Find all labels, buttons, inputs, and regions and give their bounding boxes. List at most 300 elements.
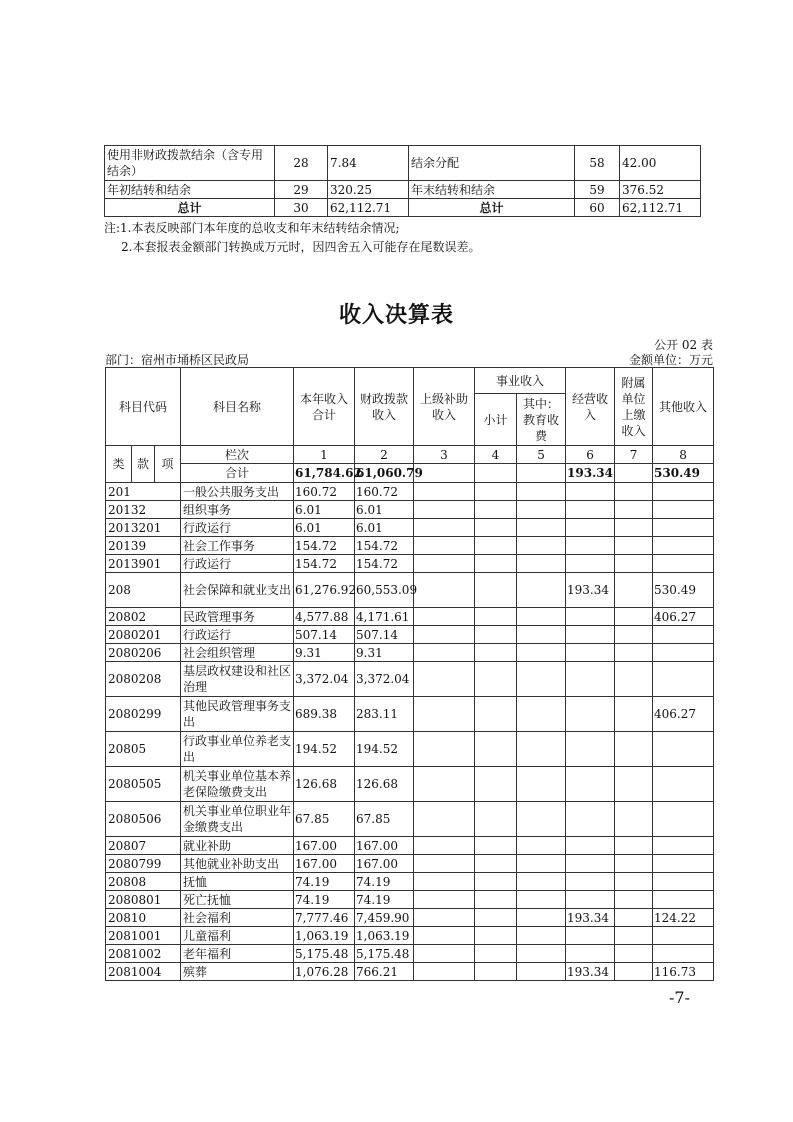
income-statement-table xyxy=(105,367,714,981)
amount-cell xyxy=(414,483,475,501)
amount-cell: 60,553.09 xyxy=(355,573,414,608)
amount-cell xyxy=(475,662,517,697)
amount-cell xyxy=(615,855,653,873)
amount-cell xyxy=(517,501,566,519)
table-row xyxy=(106,945,714,963)
amount-cell xyxy=(566,767,615,802)
amount-cell xyxy=(517,837,566,855)
table-row xyxy=(106,963,714,981)
row-number: 58 xyxy=(575,146,620,181)
total-value: 62,112.71 xyxy=(620,199,701,217)
sum-value: 61,784.62 xyxy=(294,464,355,483)
header-affiliated: 附属单位上缴收入 xyxy=(615,368,653,446)
subject-code: 2080201 xyxy=(106,626,181,644)
amount-cell xyxy=(653,537,714,555)
amount-cell: 74.19 xyxy=(294,873,355,891)
amount-cell xyxy=(517,909,566,927)
amount-cell: 6.01 xyxy=(294,519,355,537)
amount-cell xyxy=(653,855,714,873)
amount-cell xyxy=(414,608,475,626)
amount-cell: 126.68 xyxy=(294,767,355,802)
header-business-group: 事业收入 xyxy=(475,368,566,394)
amount-cell xyxy=(475,626,517,644)
amount-cell: 167.00 xyxy=(294,837,355,855)
amount-cell xyxy=(653,626,714,644)
table-row xyxy=(105,181,701,199)
amount-cell: 5,175.48 xyxy=(355,945,414,963)
amount-cell xyxy=(517,573,566,608)
amount-cell: 6.01 xyxy=(355,501,414,519)
amount-cell xyxy=(653,501,714,519)
amount-cell xyxy=(475,573,517,608)
column-number: 5 xyxy=(517,446,566,464)
table-row-total xyxy=(105,199,701,217)
amount-cell xyxy=(566,927,615,945)
amount-cell xyxy=(414,626,475,644)
amount-cell: 67.85 xyxy=(294,802,355,837)
amount-cell: 4,577.88 xyxy=(294,608,355,626)
header-row xyxy=(106,368,714,394)
header-other: 其他收入 xyxy=(653,368,714,446)
header-business-subtotal: 小计 xyxy=(475,394,517,446)
amount-cell xyxy=(414,767,475,802)
amount-cell: 154.72 xyxy=(294,555,355,573)
table-row xyxy=(106,626,714,644)
amount-cell: 766.21 xyxy=(355,963,414,981)
amount-cell xyxy=(475,732,517,767)
header-business-edu: 其中：教育收费 xyxy=(517,394,566,446)
amount-cell xyxy=(615,891,653,909)
amount-cell xyxy=(475,927,517,945)
amount-cell: 1,063.19 xyxy=(294,927,355,945)
table-row xyxy=(106,855,714,873)
header-total: 本年收入合计 xyxy=(294,368,355,446)
amount-cell xyxy=(517,732,566,767)
amount-cell xyxy=(475,519,517,537)
amount-cell xyxy=(517,555,566,573)
amount-cell xyxy=(414,662,475,697)
subject-name: 组织事务 xyxy=(181,501,294,519)
subject-name: 基层政权建设和社区治理 xyxy=(181,662,294,697)
subject-code: 20132 xyxy=(106,501,181,519)
amount-cell xyxy=(566,891,615,909)
table-row xyxy=(106,927,714,945)
amount-cell xyxy=(615,519,653,537)
amount-cell: 1,076.28 xyxy=(294,963,355,981)
amount-cell xyxy=(517,626,566,644)
amount-cell: 689.38 xyxy=(294,697,355,732)
amount-cell xyxy=(566,608,615,626)
amount-cell xyxy=(615,608,653,626)
subject-code: 20807 xyxy=(106,837,181,855)
amount-cell: 193.34 xyxy=(566,909,615,927)
amount-cell xyxy=(653,945,714,963)
amount-cell: 74.19 xyxy=(294,891,355,909)
table-row xyxy=(106,697,714,732)
amount-cell xyxy=(517,483,566,501)
amount-cell: 406.27 xyxy=(653,608,714,626)
amount-cell xyxy=(475,537,517,555)
subject-code: 2080299 xyxy=(106,697,181,732)
sum-value: 61,060.79 xyxy=(355,464,414,483)
amount-cell xyxy=(517,873,566,891)
amount-cell xyxy=(566,945,615,963)
sum-label: 合计 xyxy=(181,464,294,483)
amount-cell: 193.34 xyxy=(566,963,615,981)
subject-name: 其他就业补助支出 xyxy=(181,855,294,873)
header-name: 科目名称 xyxy=(181,368,294,446)
amount-cell: 406.27 xyxy=(653,697,714,732)
amount-cell: 3,372.04 xyxy=(294,662,355,697)
amount-cell xyxy=(475,644,517,662)
amount-cell xyxy=(475,873,517,891)
amount-cell: 194.52 xyxy=(355,732,414,767)
table-row xyxy=(106,501,714,519)
amount-cell xyxy=(615,909,653,927)
column-number: 2 xyxy=(355,446,414,464)
amount-cell xyxy=(517,608,566,626)
column-number: 3 xyxy=(414,446,475,464)
sum-value: 193.34 xyxy=(566,464,615,483)
subject-code: 2080505 xyxy=(106,767,181,802)
subject-code: 2081002 xyxy=(106,945,181,963)
subject-name: 社会福利 xyxy=(181,909,294,927)
amount-cell xyxy=(653,555,714,573)
row-value: 376.52 xyxy=(620,181,701,199)
amount-unit-label: 金额单位：万元 xyxy=(628,353,713,367)
amount-cell xyxy=(414,802,475,837)
table-row xyxy=(106,519,714,537)
amount-cell xyxy=(615,626,653,644)
notes xyxy=(104,219,480,257)
row-value: 320.25 xyxy=(328,181,409,199)
amount-cell xyxy=(517,767,566,802)
row-number: 30 xyxy=(275,199,328,217)
amount-cell xyxy=(566,837,615,855)
row-number: 29 xyxy=(275,181,328,199)
amount-cell xyxy=(414,927,475,945)
row-number: 59 xyxy=(575,181,620,199)
header-superior: 上级补助收入 xyxy=(414,368,475,446)
amount-cell xyxy=(517,697,566,732)
amount-cell xyxy=(517,519,566,537)
amount-cell xyxy=(475,555,517,573)
header-operating: 经营收入 xyxy=(566,368,615,446)
amount-cell xyxy=(566,873,615,891)
subject-name: 一般公共服务支出 xyxy=(181,483,294,501)
amount-cell: 5,175.48 xyxy=(294,945,355,963)
subject-name: 就业补助 xyxy=(181,837,294,855)
row-label: 结余分配 xyxy=(409,146,575,181)
amount-cell: 167.00 xyxy=(355,837,414,855)
amount-cell: 193.34 xyxy=(566,573,615,608)
amount-cell xyxy=(475,891,517,909)
amount-cell: 74.19 xyxy=(355,891,414,909)
amount-cell xyxy=(566,855,615,873)
amount-cell: 9.31 xyxy=(355,644,414,662)
amount-cell: 9.31 xyxy=(294,644,355,662)
amount-cell xyxy=(566,483,615,501)
table-row xyxy=(106,891,714,909)
amount-cell xyxy=(475,837,517,855)
table-row xyxy=(105,146,701,181)
amount-cell xyxy=(414,891,475,909)
amount-cell xyxy=(566,501,615,519)
table-row xyxy=(106,802,714,837)
column-number: 7 xyxy=(615,446,653,464)
amount-cell xyxy=(615,767,653,802)
table-row xyxy=(106,909,714,927)
total-label: 总计 xyxy=(409,199,575,217)
amount-cell xyxy=(615,945,653,963)
amount-cell xyxy=(653,891,714,909)
sum-value xyxy=(615,464,653,483)
amount-cell xyxy=(414,519,475,537)
amount-cell: 3,372.04 xyxy=(355,662,414,697)
amount-cell xyxy=(517,927,566,945)
amount-cell xyxy=(653,802,714,837)
amount-cell xyxy=(414,909,475,927)
amount-cell xyxy=(475,483,517,501)
amount-cell: 167.00 xyxy=(355,855,414,873)
amount-cell xyxy=(475,963,517,981)
amount-cell xyxy=(414,697,475,732)
column-number: 8 xyxy=(653,446,714,464)
row-value: 42.00 xyxy=(620,146,701,181)
amount-cell xyxy=(615,555,653,573)
amount-cell xyxy=(615,963,653,981)
amount-cell xyxy=(414,873,475,891)
amount-cell xyxy=(414,963,475,981)
total-value: 62,112.71 xyxy=(328,199,409,217)
subject-name: 行政运行 xyxy=(181,519,294,537)
amount-cell xyxy=(566,519,615,537)
amount-cell xyxy=(653,732,714,767)
amount-cell: 154.72 xyxy=(355,555,414,573)
amount-cell xyxy=(566,555,615,573)
header-code: 科目代码 xyxy=(106,368,181,446)
amount-cell xyxy=(414,573,475,608)
table-row xyxy=(106,873,714,891)
row-label: 年末结转和结余 xyxy=(409,181,575,199)
amount-cell: 160.72 xyxy=(355,483,414,501)
subject-code: 2080801 xyxy=(106,891,181,909)
subject-name: 社会工作事务 xyxy=(181,537,294,555)
subject-code: 208 xyxy=(106,573,181,608)
amount-cell xyxy=(414,855,475,873)
amount-cell xyxy=(653,837,714,855)
amount-cell xyxy=(475,945,517,963)
amount-cell xyxy=(414,501,475,519)
amount-cell: 530.49 xyxy=(653,573,714,608)
amount-cell: 194.52 xyxy=(294,732,355,767)
amount-cell xyxy=(517,855,566,873)
column-number-row xyxy=(106,446,714,464)
amount-cell xyxy=(566,732,615,767)
row-label: 使用非财政拨款结余（含专用结余） xyxy=(105,146,275,181)
amount-cell: 7,777.46 xyxy=(294,909,355,927)
subject-name: 老年福利 xyxy=(181,945,294,963)
department-label: 部门：宿州市埇桥区民政局 xyxy=(105,353,250,367)
amount-cell xyxy=(414,732,475,767)
header-xiang: 项 xyxy=(155,446,181,483)
amount-cell xyxy=(615,732,653,767)
amount-cell xyxy=(653,927,714,945)
total-label: 总计 xyxy=(105,199,275,217)
subject-code: 2080206 xyxy=(106,644,181,662)
amount-cell: 61,276.92 xyxy=(294,573,355,608)
subject-code: 20805 xyxy=(106,732,181,767)
table-row xyxy=(106,732,714,767)
sum-value xyxy=(517,464,566,483)
subject-name: 机关事业单位基本养老保险缴费支出 xyxy=(181,767,294,802)
amount-cell xyxy=(566,697,615,732)
subject-code: 2080506 xyxy=(106,802,181,837)
amount-cell xyxy=(517,662,566,697)
amount-cell xyxy=(517,891,566,909)
amount-cell xyxy=(517,963,566,981)
sum-value: 530.49 xyxy=(653,464,714,483)
subject-code: 20139 xyxy=(106,537,181,555)
form-number: 公开 02 表 xyxy=(654,338,713,352)
amount-cell xyxy=(475,802,517,837)
amount-cell xyxy=(566,537,615,555)
amount-cell: 507.14 xyxy=(294,626,355,644)
header-lei: 类 xyxy=(106,446,132,483)
amount-cell xyxy=(653,662,714,697)
subject-name: 抚恤 xyxy=(181,873,294,891)
amount-cell: 124.22 xyxy=(653,909,714,927)
amount-cell: 7,459.90 xyxy=(355,909,414,927)
subject-code: 20810 xyxy=(106,909,181,927)
column-number: 6 xyxy=(566,446,615,464)
column-number-label: 栏次 xyxy=(181,446,294,464)
amount-cell xyxy=(615,644,653,662)
amount-cell xyxy=(615,802,653,837)
subject-code: 2081004 xyxy=(106,963,181,981)
table-row xyxy=(106,767,714,802)
sum-row xyxy=(106,464,714,483)
table-row xyxy=(106,662,714,697)
amount-cell xyxy=(517,644,566,662)
row-value: 7.84 xyxy=(328,146,409,181)
amount-cell xyxy=(653,767,714,802)
amount-cell xyxy=(615,837,653,855)
amount-cell xyxy=(653,519,714,537)
subject-code: 2013201 xyxy=(106,519,181,537)
amount-cell: 1,063.19 xyxy=(355,927,414,945)
subject-name: 民政管理事务 xyxy=(181,608,294,626)
amount-cell: 283.11 xyxy=(355,697,414,732)
subject-code: 2080208 xyxy=(106,662,181,697)
amount-cell xyxy=(653,644,714,662)
amount-cell xyxy=(615,501,653,519)
amount-cell xyxy=(414,644,475,662)
amount-cell xyxy=(517,802,566,837)
table-row xyxy=(106,483,714,501)
amount-cell: 167.00 xyxy=(294,855,355,873)
amount-cell: 116.73 xyxy=(653,963,714,981)
amount-cell xyxy=(566,802,615,837)
table-row xyxy=(106,837,714,855)
subject-name: 儿童福利 xyxy=(181,927,294,945)
amount-cell xyxy=(414,945,475,963)
subject-name: 机关事业单位职业年金缴费支出 xyxy=(181,802,294,837)
amount-cell xyxy=(653,483,714,501)
subject-name: 社会保障和就业支出 xyxy=(181,573,294,608)
amount-cell: 154.72 xyxy=(355,537,414,555)
subject-code: 20802 xyxy=(106,608,181,626)
subject-name: 殡葬 xyxy=(181,963,294,981)
amount-cell xyxy=(414,537,475,555)
column-number: 1 xyxy=(294,446,355,464)
subject-name: 行政运行 xyxy=(181,626,294,644)
sum-value xyxy=(475,464,517,483)
balance-summary-table xyxy=(104,145,701,217)
amount-cell xyxy=(414,555,475,573)
row-number: 28 xyxy=(275,146,328,181)
amount-cell xyxy=(566,644,615,662)
amount-cell: 507.14 xyxy=(355,626,414,644)
amount-cell xyxy=(615,697,653,732)
amount-cell xyxy=(475,855,517,873)
page-title: 收入决算表 xyxy=(338,302,454,328)
amount-cell xyxy=(517,945,566,963)
amount-cell xyxy=(615,662,653,697)
header-kuan: 款 xyxy=(132,446,155,483)
subject-code: 20808 xyxy=(106,873,181,891)
page-number: -7- xyxy=(669,988,690,1007)
note-line: 2.本套报表金额部门转换成万元时，因四舍五入可能存在尾数误差。 xyxy=(121,240,481,254)
amount-cell xyxy=(566,626,615,644)
subject-code: 201 xyxy=(106,483,181,501)
subject-name: 其他民政管理事务支出 xyxy=(181,697,294,732)
table-row xyxy=(106,537,714,555)
amount-cell xyxy=(475,501,517,519)
subject-code: 2013901 xyxy=(106,555,181,573)
subject-name: 社会组织管理 xyxy=(181,644,294,662)
subject-name: 行政事业单位养老支出 xyxy=(181,732,294,767)
table-row xyxy=(106,555,714,573)
amount-cell: 160.72 xyxy=(294,483,355,501)
row-label: 年初结转和结余 xyxy=(105,181,275,199)
row-number: 60 xyxy=(575,199,620,217)
subject-code: 2080799 xyxy=(106,855,181,873)
table-row xyxy=(106,644,714,662)
amount-cell xyxy=(615,483,653,501)
amount-cell xyxy=(475,608,517,626)
amount-cell: 126.68 xyxy=(355,767,414,802)
note-line: 注:1.本表反映部门本年度的总收支和年末结转结余情况; xyxy=(104,221,400,235)
subject-name: 死亡抚恤 xyxy=(181,891,294,909)
amount-cell xyxy=(566,662,615,697)
amount-cell: 67.85 xyxy=(355,802,414,837)
amount-cell xyxy=(653,873,714,891)
amount-cell xyxy=(615,873,653,891)
amount-cell: 6.01 xyxy=(294,501,355,519)
amount-cell xyxy=(517,537,566,555)
amount-cell xyxy=(414,837,475,855)
subject-code: 2081001 xyxy=(106,927,181,945)
amount-cell: 4,171.61 xyxy=(355,608,414,626)
table-row xyxy=(106,608,714,626)
amount-cell xyxy=(615,537,653,555)
amount-cell: 6.01 xyxy=(355,519,414,537)
amount-cell xyxy=(475,909,517,927)
amount-cell xyxy=(475,767,517,802)
header-fiscal: 财政拨款收入 xyxy=(355,368,414,446)
amount-cell xyxy=(475,697,517,732)
